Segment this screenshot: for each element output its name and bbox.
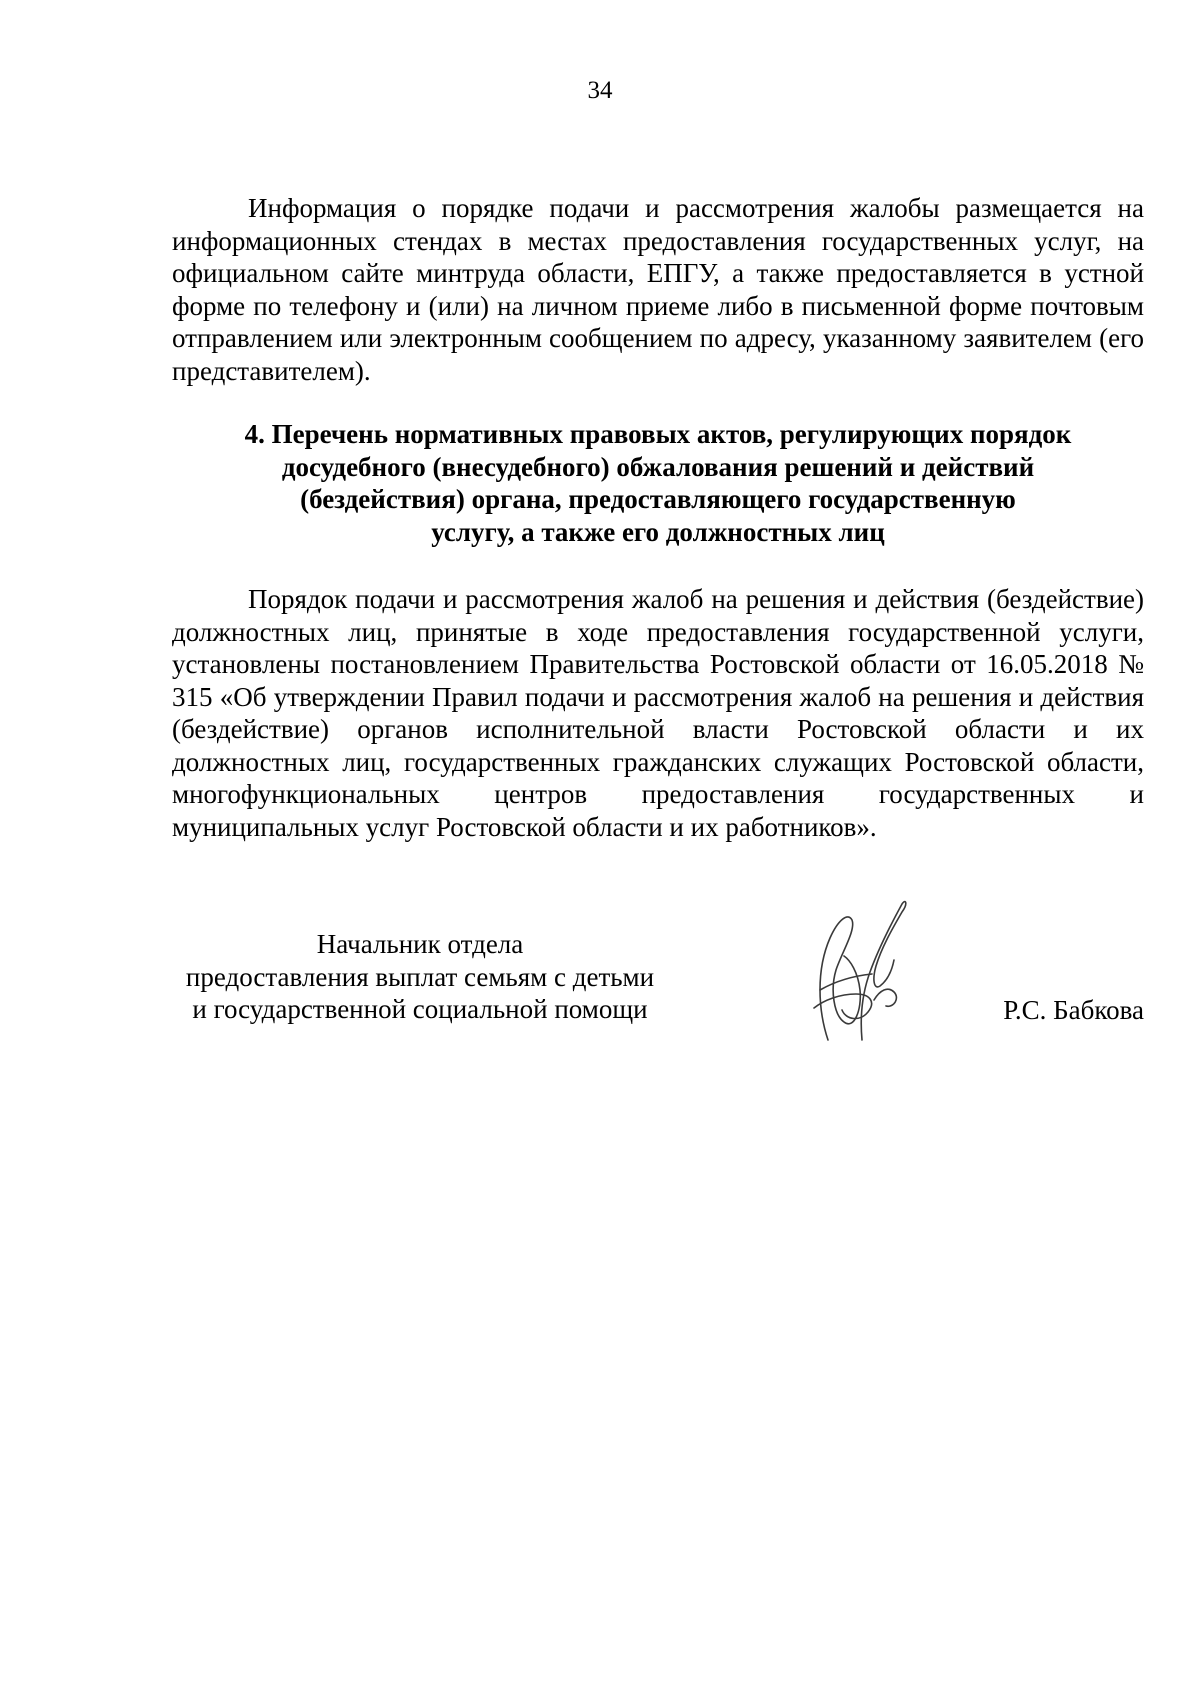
- signatory-name: Р.С. Бабкова: [1003, 995, 1144, 1025]
- signatory-title: [150, 928, 690, 1026]
- signatory-title-line-2: предоставления выплат семьям с детьми: [185, 961, 655, 992]
- section-heading-line-1: 4. Перечень нормативных правовых актов, регулирующих порядок: [244, 419, 1072, 449]
- signatory-title-line-3: и государственной социальной помощи: [192, 994, 648, 1024]
- section-heading-line-3: (бездействия) органа, предоставляющего государственную: [300, 484, 1016, 514]
- page-number: 34: [587, 77, 613, 104]
- paragraph-complaint-procedure: Порядок подачи и рассмотрения жалоб на решения и действия (бездействие) должностных лиц, принятые в ходе предоставления государственной услуги, установлены постановлением Правительства Ростовской области от 16.05.2018 № 315 «Об утверждении Правил подачи и рассмотрения жалоб на решения и действия (бездействие) органов исполнительной власти Ростовской области и их должностных лиц, государственных гражданских служащих Ростовской области, многофункциональных центров предоставления государственных и муниципальных услуг Ростовской области и их работников».: [172, 584, 1144, 842]
- section-heading-line-2: досудебного (внесудебного) обжалования решений и действий: [281, 451, 1035, 482]
- handwritten-signature: [790, 890, 910, 1050]
- section-heading: [172, 418, 1144, 548]
- section-heading-line-4: услугу, а также его должностных лиц: [431, 516, 885, 547]
- paragraph-complaint-information: Информация о порядке подачи и рассмотрения жалобы размещается на информационных стендах в местах предоставления государственных услуг, на официальном сайте минтруда области, ЕПГУ, а также предоставляется в устной форме по телефону и (или) на личном приеме либо в письменной форме почтовым отправлением или электронным сообщением по адресу, указанному заявителем (его представителем).: [172, 193, 1144, 386]
- signatory-title-line-1: Начальник отдела: [316, 929, 524, 959]
